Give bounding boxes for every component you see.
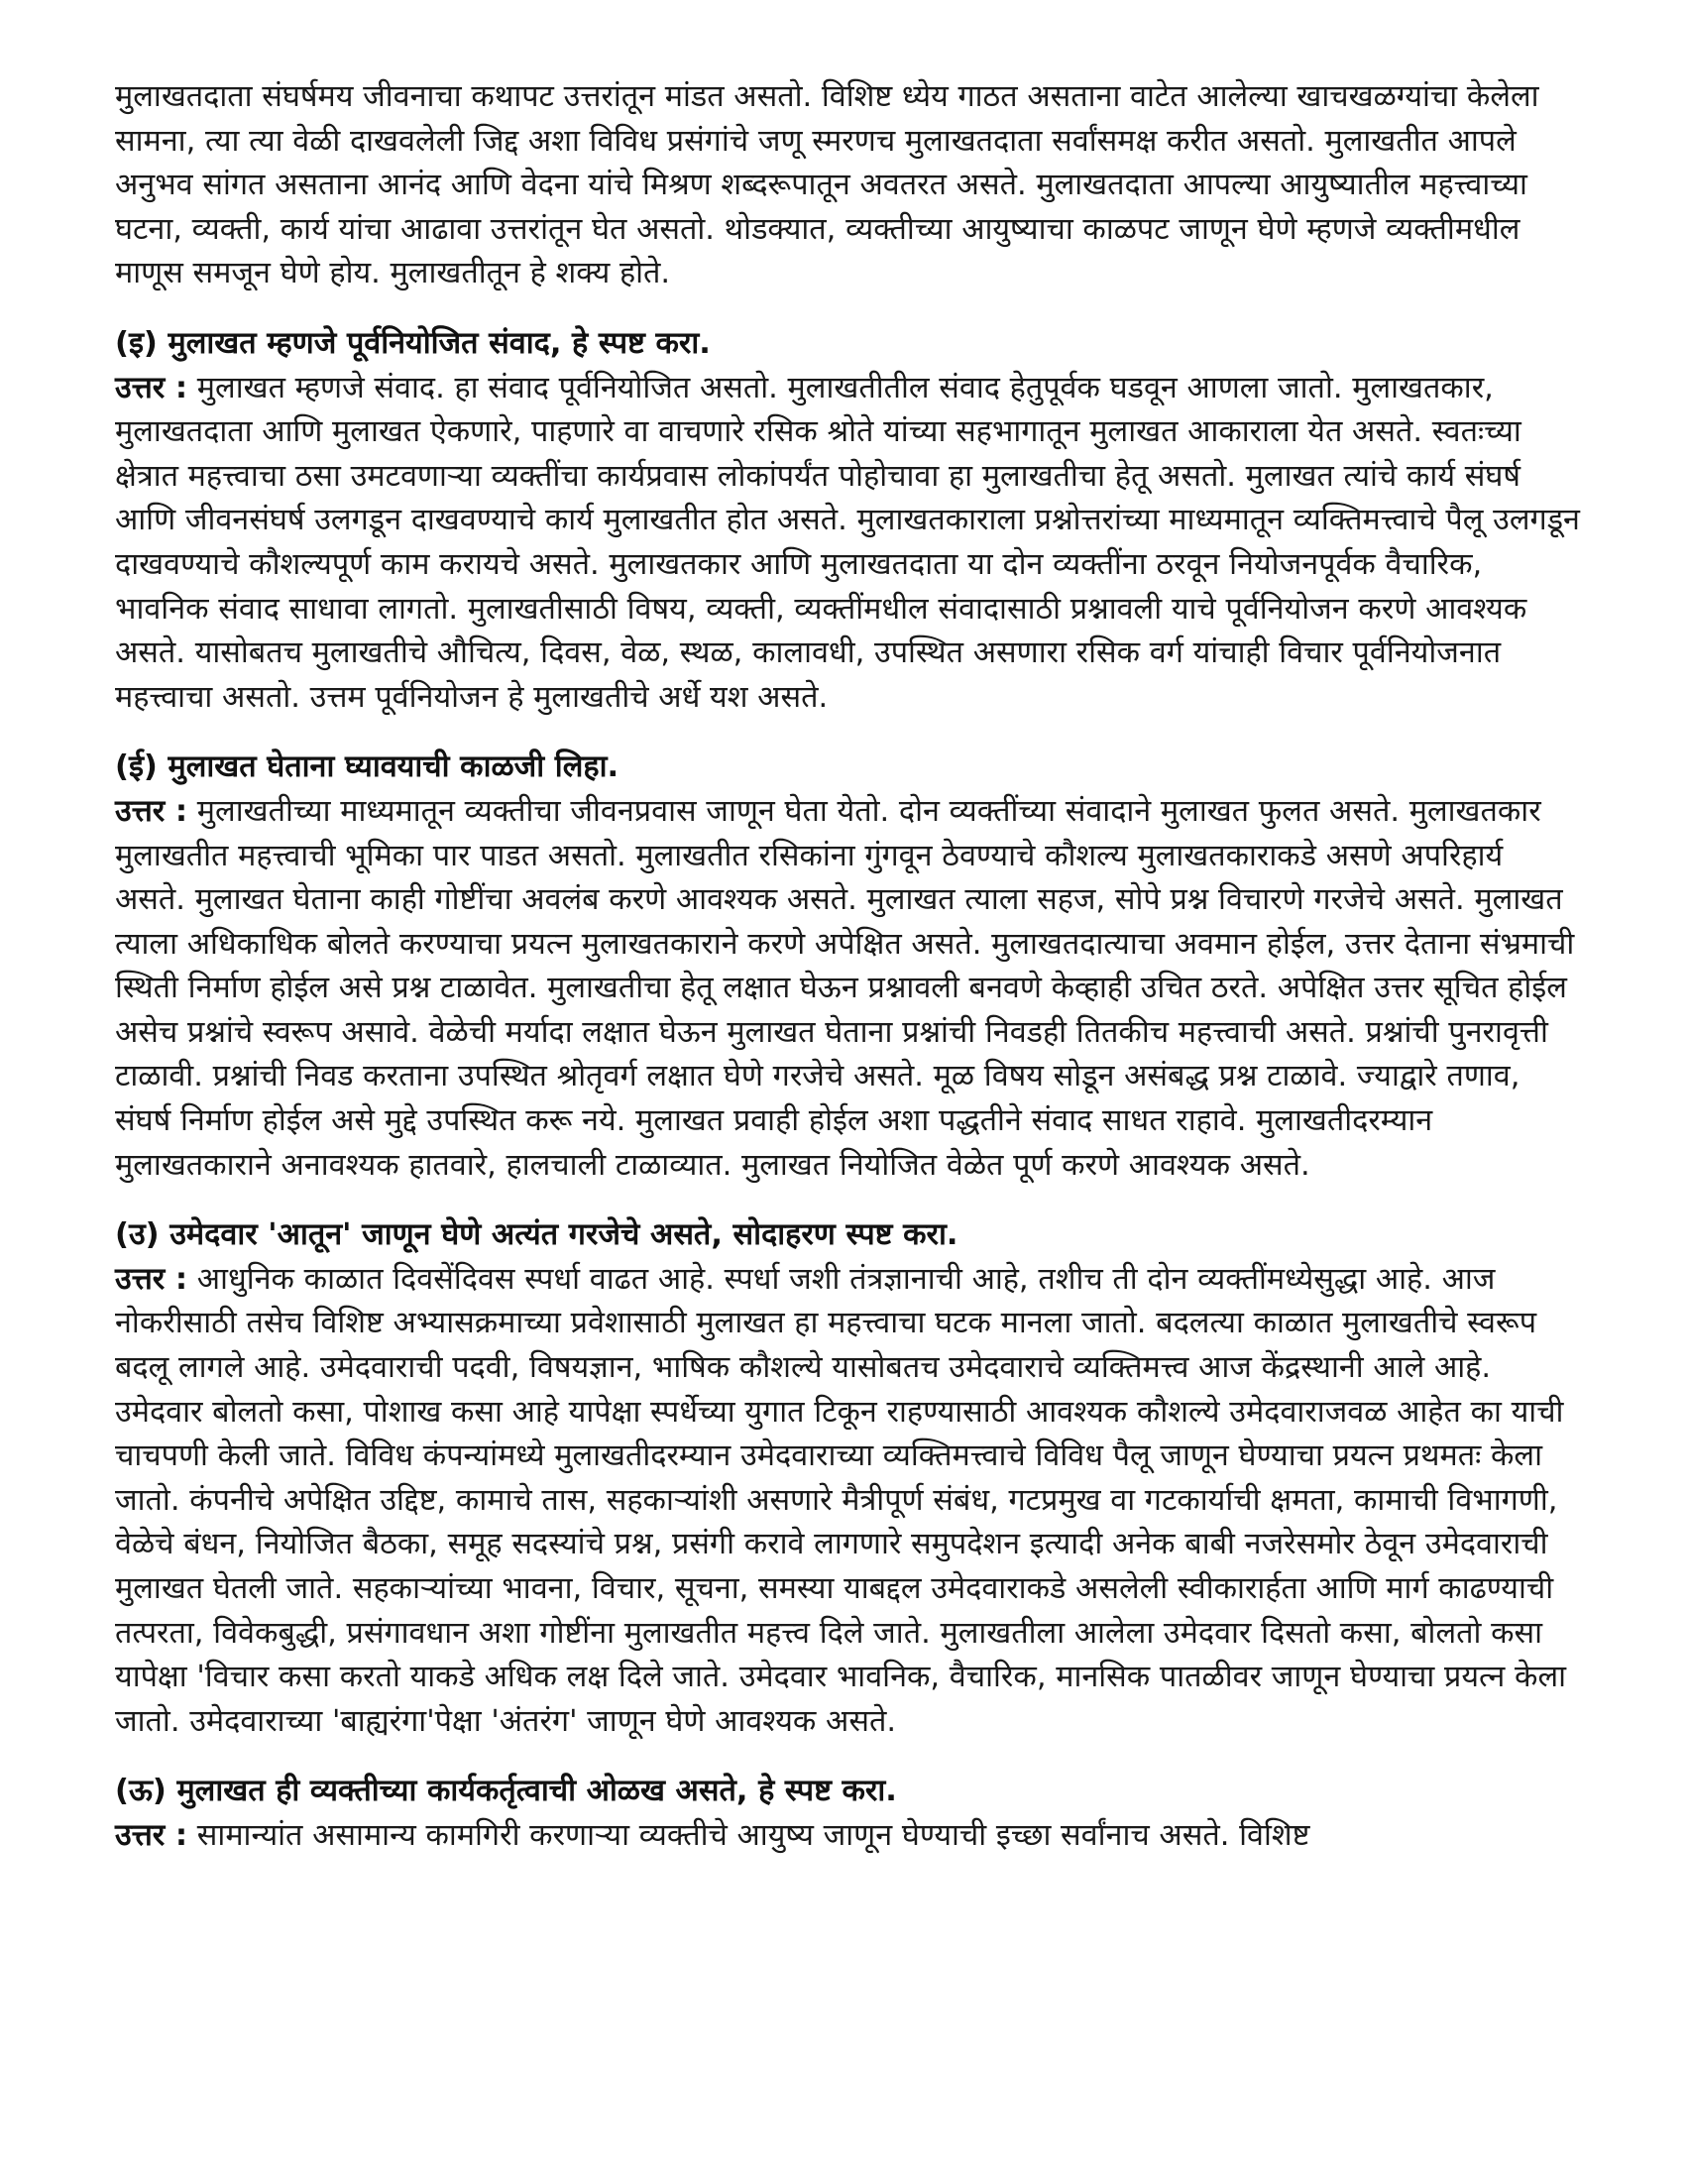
question-heading: (ऊ) मुलाखत ही व्यक्तीच्या कार्यकर्तृत्वाची ओळख असते, हे स्पष्ट करा. [115,1774,897,1809]
answer-paragraph [115,367,1582,721]
question-heading: (ई) मुलाखत घेताना घ्यावयाची काळजी लिहा. [115,749,619,785]
answer-label: उत्तर : [115,370,188,405]
section-i [115,322,1582,720]
answer-text: सामान्यांत असामान्य कामगिरी करणाऱ्या व्यक्तीचे आयुष्य जाणून घेण्याची इच्छा सर्वांनाच असते. विशिष्ट [196,1817,1310,1853]
section-ii [115,746,1582,1188]
answer-label: उत्तर : [115,793,188,829]
answer-paragraph [115,1258,1582,1745]
answer-paragraph [115,1814,1582,1859]
answer-label: उत्तर : [115,1261,188,1297]
section-u [115,1213,1582,1744]
answer-text: मुलाखतीच्या माध्यमातून व्यक्तीचा जीवनप्रवास जाणून घेता येतो. दोन व्यक्तींच्या संवादाने मुलाखत फुलत असते. मुलाखतकार मुलाखतीत महत्त्वाची भूमिका पार पाडत असतो. मुलाखतीत रसिकांना गुंगवून ठेवण्याचे कौशल्य मुलाखतकाराकडे असणे अपरिहार्य असते. मुलाखत घेताना काही गोष्टींचा अवलंब करणे आवश्यक असते. मुलाखत त्याला सहज, सोपे प्रश्न विचारणे गरजेचे असते. मुलाखत त्याला अधिकाधिक बोलते करण्याचा प्रयत्न मुलाखतकाराने करणे अपेक्षित असते. मुलाखतदात्याचा अवमान होईल, उत्तर देताना संभ्रमाची स्थिती निर्माण होईल असे प्रश्न टाळावेत. मुलाखतीचा हेतू लक्षात घेऊन प्रश्नावली बनवणे केव्हाही उचित ठरते. अपेक्षित उत्तर सूचित होईल असेच प्रश्नांचे स्वरूप असावे. वेळेची मर्यादा लक्षात घेऊन मुलाखत घेताना प्रश्नांची निवडही तितकीच महत्त्वाची असते. प्रश्नांची पुनरावृत्ती टाळावी. प्रश्नांची निवड करताना उपस्थित श्रोतृवर्ग लक्षात घेणे गरजेचे असते. मूळ विषय सोडून असंबद्ध प्रश्न टाळावे. ज्याद्वारे तणाव, संघर्ष निर्माण होईल असे मुद्दे उपस्थित करू नये. मुलाखत प्रवाही होईल अशा पद्धतीने संवाद साधत राहावे. मुलाखतीदरम्यान मुलाखतकाराने अनावश्यक हातवारे, हालचाली टाळाव्यात. मुलाखत नियोजित वेळेत पूर्ण करणे आवश्यक असते. [115,793,1575,1183]
section-uu [115,1770,1582,1858]
question-heading: (उ) उमेदवार 'आतून' जाणून घेणे अत्यंत गरजेचे असते, सोदाहरण स्पष्ट करा. [115,1217,958,1253]
answer-label: उत्तर : [115,1817,188,1853]
answer-text: मुलाखत म्हणजे संवाद. हा संवाद पूर्वनियोजित असतो. मुलाखतीतील संवाद हेतुपूर्वक घडवून आणला जातो. मुलाखतकार, मुलाखतदाता आणि मुलाखत ऐकणारे, पाहणारे वा वाचणारे रसिक श्रोते यांच्या सहभागातून मुलाखत आकाराला येत असते. स्वतःच्या क्षेत्रात महत्त्वाचा ठसा उमटवणाऱ्या व्यक्तींचा कार्यप्रवास लोकांपर्यंत पोहोचावा हा मुलाखतीचा हेतू असतो. मुलाखत त्यांचे कार्य संघर्ष आणि जीवनसंघर्ष उलगडून दाखवण्याचे कार्य मुलाखतीत होत असते. मुलाखतकाराला प्रश्नोत्तरांच्या माध्यमातून व्यक्तिमत्त्वाचे पैलू उलगडून दाखवण्याचे कौशल्यपूर्ण काम करायचे असते. मुलाखतकार आणि मुलाखतदाता या दोन व्यक्तींना ठरवून नियोजनपूर्वक वैचारिक, भावनिक संवाद साधावा लागतो. मुलाखतीसाठी विषय, व्यक्ती, व्यक्तींमधील संवादासाठी प्रश्नावली याचे पूर्वनियोजन करणे आवश्यक असते. यासोबतच मुलाखतीचे औचित्य, दिवस, वेळ, स्थळ, कालावधी, उपस्थित असणारा रसिक वर्ग यांचाही विचार पूर्वनियोजनात महत्त्वाचा असतो. उत्तम पूर्वनियोजन हे मुलाखतीचे अर्धे यश असते. [115,370,1580,715]
intro-paragraph: मुलाखतदाता संघर्षमय जीवनाचा कथापट उत्तरांतून मांडत असतो. विशिष्ट ध्येय गाठत असताना वाटेत आलेल्या खाचखळग्यांचा केलेला सामना, त्या त्या वेळी दाखवलेली जिद्द अशा विविध प्रसंगांचे जणू स्मरणच मुलाखतदाता सर्वांसमक्ष करीत असतो. मुलाखतीत आपले अनुभव सांगत असताना आनंद आणि वेदना यांचे मिश्रण शब्दरूपातून अवतरत असते. मुलाखतदाता आपल्या आयुष्यातील महत्त्वाच्या घटना, व्यक्ती, कार्य यांचा आढावा उत्तरांतून घेत असतो. थोडक्यात, व्यक्तीच्या आयुष्याचा काळपट जाणून घेणे म्हणजे व्यक्तीमधील माणूस समजून घेणे होय. मुलाखतीतून हे शक्य होते. [115,79,1539,291]
document-page [115,75,1582,1859]
question-heading: (इ) मुलाखत म्हणजे पूर्वनियोजित संवाद, हे स्पष्ट करा. [115,325,711,361]
answer-paragraph [115,790,1582,1188]
answer-text: आधुनिक काळात दिवसेंदिवस स्पर्धा वाढत आहे. स्पर्धा जशी तंत्रज्ञानाची आहे, तशीच ती दोन व्यक्तींमध्येसुद्धा आहे. आज नोकरीसाठी तसेच विशिष्ट अभ्यासक्रमाच्या प्रवेशासाठी मुलाखत हा महत्त्वाचा घटक मानला जातो. बदलत्या काळात मुलाखतीचे स्वरूप बदलू लागले आहे. उमेदवाराची पदवी, विषयज्ञान, भाषिक कौशल्ये यासोबतच उमेदवाराचे व्यक्तिमत्त्व आज केंद्रस्थानी आले आहे. उमेदवार बोलतो कसा, पोशाख कसा आहे यापेक्षा स्पर्धेच्या युगात टिकून राहण्यासाठी आवश्यक कौशल्ये उमेदवाराजवळ आहेत का याची चाचपणी केली जाते. विविध कंपन्यांमध्ये मुलाखतीदरम्यान उमेदवाराच्या व्यक्तिमत्त्वाचे विविध पैलू जाणून घेण्याचा प्रयत्न प्रथमतः केला जातो. कंपनीचे अपेक्षित उद्दिष्ट, कामाचे तास, सहकाऱ्यांशी असणारे मैत्रीपूर्ण संबंध, गटप्रमुख वा गटकार्याची क्षमता, कामाची विभागणी, वेळेचे बंधन, नियोजित बैठका, समूह सदस्यांचे प्रश्न, प्रसंगी करावे लागणारे समुपदेशन इत्यादी अनेक बाबी नजरेसमोर ठेवून उमेदवाराची मुलाखत घेतली जाते. सहकाऱ्यांच्या भावना, विचार, सूचना, समस्या याबद्दल उमेदवाराकडे असलेली स्वीकारार्हता आणि मार्ग काढण्याची तत्परता, विवेकबुद्धी, प्रसंगावधान अशा गोष्टींना मुलाखतीत महत्त्व दिले जाते. मुलाखतीला आलेला उमेदवार दिसतो कसा, बोलतो कसा यापेक्षा 'विचार कसा करतो याकडे अधिक लक्ष दिले जाते. उमेदवार भावनिक, वैचारिक, मानसिक पातळीवर जाणून घेण्याचा प्रयत्न केला जातो. उमेदवाराच्या 'बाह्यरंगा'पेक्षा 'अंतरंग' जाणून घेणे आवश्यक असते. [115,1261,1567,1739]
